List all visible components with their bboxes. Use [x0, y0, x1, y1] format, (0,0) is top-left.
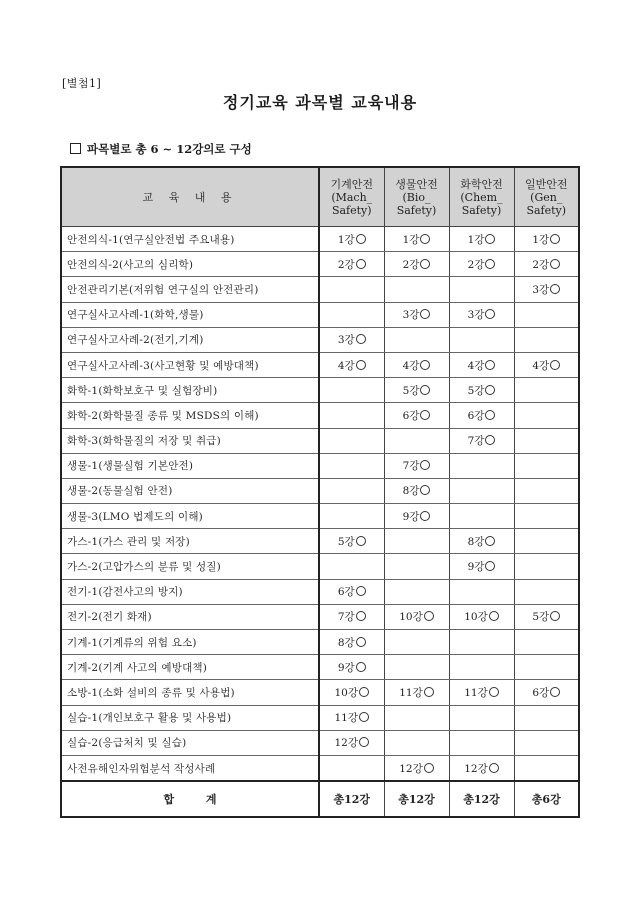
circle-icon [420, 410, 430, 420]
circle-icon [356, 259, 366, 269]
circle-icon [489, 611, 499, 621]
row-lecture-gen [514, 227, 579, 252]
row-lecture-mach [319, 554, 384, 579]
table-row [61, 755, 579, 781]
row-lecture-bio [384, 453, 449, 478]
track-eng-2: Safety) [526, 203, 567, 217]
circle-icon [550, 687, 560, 697]
lecture-number: 5강 [467, 384, 485, 397]
row-lecture-bio [384, 378, 449, 403]
table-row [61, 680, 579, 705]
lecture-number: 4강 [402, 359, 420, 372]
lecture-number: 8강 [467, 535, 485, 548]
lecture-number: 7강 [337, 611, 355, 624]
lecture-number: 9강 [337, 661, 355, 674]
circle-icon [424, 763, 434, 773]
row-lecture-chem [449, 504, 514, 529]
checkbox-square-icon [70, 143, 81, 154]
total-mach: 총12강 [319, 781, 384, 817]
row-lecture-chem [449, 554, 514, 579]
lecture-number: 4강 [532, 359, 550, 372]
circle-icon [356, 334, 366, 344]
row-content: 화학-3(화학물질의 저장 및 취급) [61, 428, 319, 453]
column-header-gen-safety [514, 167, 579, 227]
track-eng-1: (Bio_ [402, 190, 431, 204]
row-lecture-mach [319, 655, 384, 680]
circle-icon [420, 259, 430, 269]
row-lecture-gen [514, 428, 579, 453]
circle-icon [356, 536, 366, 546]
lecture-number: 1강 [337, 233, 355, 246]
row-lecture-mach [319, 227, 384, 252]
row-lecture-mach [319, 378, 384, 403]
row-lecture-mach [319, 504, 384, 529]
row-lecture-mach [319, 630, 384, 655]
row-content: 실습-1(개인보호구 활용 및 사용법) [61, 705, 319, 730]
table-row [61, 504, 579, 529]
row-lecture-chem [449, 579, 514, 604]
row-lecture-gen [514, 554, 579, 579]
row-lecture-gen [514, 478, 579, 503]
row-content: 전기-2(전기 화재) [61, 604, 319, 629]
circle-icon [550, 611, 560, 621]
lecture-number: 3강 [467, 309, 485, 322]
circle-icon [420, 485, 430, 495]
lecture-number: 9강 [402, 510, 420, 523]
lecture-number: 6강 [402, 409, 420, 422]
row-lecture-gen [514, 579, 579, 604]
table-row [61, 428, 579, 453]
row-lecture-chem [449, 755, 514, 781]
row-content: 연구실사고사례-3(사고현황 및 예방대책) [61, 352, 319, 377]
row-lecture-chem [449, 529, 514, 554]
row-content: 전기-1(감전사고의 방지) [61, 579, 319, 604]
circle-icon [550, 259, 560, 269]
lecture-number: 5강 [337, 535, 355, 548]
lecture-number: 4강 [337, 359, 355, 372]
circle-icon [420, 511, 430, 521]
row-lecture-bio [384, 352, 449, 377]
row-lecture-gen [514, 655, 579, 680]
section-note [70, 141, 252, 157]
row-lecture-gen [514, 529, 579, 554]
column-header-chem-safety [449, 167, 514, 227]
lecture-number: 7강 [402, 460, 420, 473]
row-lecture-bio [384, 302, 449, 327]
row-lecture-gen [514, 327, 579, 352]
circle-icon [485, 360, 495, 370]
row-lecture-bio [384, 327, 449, 352]
row-content: 실습-2(응급처치 및 실습) [61, 730, 319, 755]
lecture-number: 1강 [532, 233, 550, 246]
column-header-bio-safety [384, 167, 449, 227]
row-lecture-gen [514, 730, 579, 755]
lecture-number: 3강 [532, 283, 550, 296]
row-lecture-mach [319, 604, 384, 629]
circle-icon [359, 687, 369, 697]
track-name: 생물안전 [395, 177, 438, 191]
track-eng-1: (Chem_ [460, 190, 503, 204]
track-name: 화학안전 [460, 177, 503, 191]
total-gen: 총6강 [514, 781, 579, 817]
circle-icon [485, 385, 495, 395]
row-lecture-chem [449, 277, 514, 302]
row-lecture-chem [449, 252, 514, 277]
row-lecture-mach [319, 352, 384, 377]
lecture-number: 12강 [464, 762, 488, 775]
row-lecture-chem [449, 630, 514, 655]
lecture-number: 12강 [334, 737, 358, 750]
row-content: 기계-2(기계 사고의 예방대책) [61, 655, 319, 680]
track-name: 기계안전 [330, 177, 373, 191]
row-lecture-bio [384, 252, 449, 277]
row-lecture-mach [319, 680, 384, 705]
row-lecture-mach [319, 277, 384, 302]
row-lecture-chem [449, 655, 514, 680]
circle-icon [550, 284, 560, 294]
table-row [61, 252, 579, 277]
row-lecture-chem [449, 378, 514, 403]
total-chem: 총12강 [449, 781, 514, 817]
row-content: 생물-1(생물실험 기본안전) [61, 453, 319, 478]
row-lecture-mach [319, 478, 384, 503]
row-lecture-bio [384, 705, 449, 730]
row-lecture-gen [514, 755, 579, 781]
table-row [61, 227, 579, 252]
track-eng-2: Safety) [331, 203, 372, 217]
circle-icon [550, 234, 560, 244]
row-lecture-chem [449, 730, 514, 755]
table-row [61, 705, 579, 730]
table-row [61, 327, 579, 352]
table-row [61, 730, 579, 755]
circle-icon [489, 763, 499, 773]
lecture-number: 2강 [532, 258, 550, 271]
row-content: 가스-2(고압가스의 분류 및 성질) [61, 554, 319, 579]
row-lecture-gen [514, 277, 579, 302]
row-lecture-bio [384, 579, 449, 604]
lecture-number: 5강 [402, 384, 420, 397]
circle-icon [489, 687, 499, 697]
row-lecture-chem [449, 403, 514, 428]
row-lecture-gen [514, 604, 579, 629]
row-lecture-gen [514, 680, 579, 705]
row-lecture-bio [384, 529, 449, 554]
row-lecture-gen [514, 630, 579, 655]
row-lecture-mach [319, 403, 384, 428]
circle-icon [420, 309, 430, 319]
row-lecture-mach [319, 705, 384, 730]
circle-icon [420, 385, 430, 395]
row-lecture-gen [514, 705, 579, 730]
row-lecture-gen [514, 453, 579, 478]
row-lecture-mach [319, 453, 384, 478]
track-eng-2: Safety) [461, 203, 502, 217]
lecture-number: 11강 [464, 686, 488, 699]
row-lecture-bio [384, 428, 449, 453]
lecture-number: 1강 [467, 233, 485, 246]
attachment-label: [별첨1] [62, 77, 102, 90]
row-lecture-bio [384, 755, 449, 781]
circle-icon [485, 410, 495, 420]
lecture-number: 9강 [467, 561, 485, 574]
lecture-number: 6강 [532, 686, 550, 699]
circle-icon [485, 536, 495, 546]
table-row [61, 579, 579, 604]
column-header-content: 교 육 내 용 [61, 167, 319, 227]
row-content: 기계-1(기계류의 위험 요소) [61, 630, 319, 655]
lecture-number: 8강 [402, 485, 420, 498]
circle-icon [485, 259, 495, 269]
row-content: 사전유해인자위험분석 작성사례 [61, 755, 319, 781]
row-lecture-chem [449, 705, 514, 730]
circle-icon [420, 460, 430, 470]
row-lecture-bio [384, 227, 449, 252]
lecture-number: 1강 [402, 233, 420, 246]
circle-icon [424, 611, 434, 621]
lecture-number: 10강 [399, 611, 423, 624]
circle-icon [420, 234, 430, 244]
row-lecture-gen [514, 504, 579, 529]
circle-icon [356, 234, 366, 244]
table-row [61, 554, 579, 579]
row-lecture-gen [514, 403, 579, 428]
row-lecture-mach [319, 529, 384, 554]
lecture-number: 3강 [337, 334, 355, 347]
track-eng-1: (Mach_ [331, 190, 373, 204]
lecture-number: 6강 [337, 586, 355, 599]
table-row [61, 403, 579, 428]
circle-icon [424, 687, 434, 697]
row-lecture-bio [384, 730, 449, 755]
lecture-number: 12강 [399, 762, 423, 775]
table-row [61, 352, 579, 377]
row-lecture-gen [514, 252, 579, 277]
row-content: 화학-1(화학보호구 및 실험장비) [61, 378, 319, 403]
row-lecture-chem [449, 428, 514, 453]
table-body [61, 227, 579, 782]
row-lecture-chem [449, 680, 514, 705]
circle-icon [356, 360, 366, 370]
row-lecture-gen [514, 378, 579, 403]
curriculum-table [60, 166, 580, 818]
lecture-number: 3강 [402, 309, 420, 322]
row-content: 소방-1(소화 설비의 종류 및 사용법) [61, 680, 319, 705]
lecture-number: 4강 [467, 359, 485, 372]
row-lecture-mach [319, 730, 384, 755]
row-content: 가스-1(가스 관리 및 저장) [61, 529, 319, 554]
circle-icon [420, 360, 430, 370]
table-row [61, 302, 579, 327]
row-content: 연구실사고사례-1(화학,생물) [61, 302, 319, 327]
row-lecture-mach [319, 755, 384, 781]
row-lecture-chem [449, 327, 514, 352]
lecture-number: 8강 [337, 636, 355, 649]
table-row [61, 529, 579, 554]
row-lecture-bio [384, 403, 449, 428]
table-row [61, 378, 579, 403]
row-lecture-chem [449, 604, 514, 629]
row-content: 생물-3(LMO 법제도의 이해) [61, 504, 319, 529]
section-note-text: 파목별로 총 6 ~ 12강의로 구성 [87, 142, 252, 156]
circle-icon [485, 435, 495, 445]
row-lecture-bio [384, 604, 449, 629]
row-lecture-mach [319, 302, 384, 327]
row-lecture-bio [384, 277, 449, 302]
row-lecture-chem [449, 453, 514, 478]
lecture-number: 2강 [402, 258, 420, 271]
table-row [61, 630, 579, 655]
total-bio: 총12강 [384, 781, 449, 817]
row-content: 화학-2(화학물질 종류 및 MSDS의 이해) [61, 403, 319, 428]
table-row [61, 478, 579, 503]
track-name: 일반안전 [524, 177, 568, 191]
row-lecture-chem [449, 352, 514, 377]
lecture-number: 11강 [399, 686, 423, 699]
lecture-number: 5강 [532, 611, 550, 624]
row-lecture-gen [514, 302, 579, 327]
row-lecture-mach [319, 252, 384, 277]
lecture-number: 6강 [467, 409, 485, 422]
row-content: 생물-2(동물실험 안전) [61, 478, 319, 503]
row-lecture-chem [449, 227, 514, 252]
row-lecture-mach [319, 327, 384, 352]
circle-icon [485, 309, 495, 319]
track-eng-2: Safety) [396, 203, 437, 217]
lecture-number: 7강 [467, 435, 485, 448]
circle-icon [356, 611, 366, 621]
column-header-mach-safety [319, 167, 384, 227]
row-content: 안전관리기본(저위험 연구실의 안전관리) [61, 277, 319, 302]
circle-icon [359, 712, 369, 722]
table-total-row [61, 781, 579, 817]
row-lecture-bio [384, 680, 449, 705]
circle-icon [485, 234, 495, 244]
circle-icon [356, 637, 366, 647]
row-lecture-bio [384, 504, 449, 529]
circle-icon [359, 737, 369, 747]
row-content: 연구실사고사례-2(전기,기계) [61, 327, 319, 352]
table-row [61, 655, 579, 680]
row-lecture-bio [384, 655, 449, 680]
circle-icon [356, 586, 366, 596]
row-lecture-bio [384, 630, 449, 655]
row-lecture-chem [449, 302, 514, 327]
row-lecture-bio [384, 478, 449, 503]
row-content: 안전의식-1(연구실안전법 주요내용) [61, 227, 319, 252]
circle-icon [550, 360, 560, 370]
track-eng-1: (Gen_ [530, 190, 563, 204]
row-lecture-gen [514, 352, 579, 377]
table-row [61, 453, 579, 478]
page-title: 정기교육 과목별 교육내용 [222, 93, 418, 112]
total-label: 합 계 [61, 781, 319, 817]
row-lecture-chem [449, 478, 514, 503]
table-header-row [61, 167, 579, 227]
circle-icon [356, 662, 366, 672]
row-lecture-bio [384, 554, 449, 579]
circle-icon [485, 561, 495, 571]
table-row [61, 604, 579, 629]
lecture-number: 10강 [464, 611, 488, 624]
row-lecture-mach [319, 579, 384, 604]
row-content: 안전의식-2(사고의 심리학) [61, 252, 319, 277]
lecture-number: 2강 [337, 258, 355, 271]
lecture-number: 11강 [334, 712, 358, 725]
table-row [61, 277, 579, 302]
lecture-number: 2강 [467, 258, 485, 271]
row-lecture-mach [319, 428, 384, 453]
lecture-number: 10강 [334, 686, 358, 699]
